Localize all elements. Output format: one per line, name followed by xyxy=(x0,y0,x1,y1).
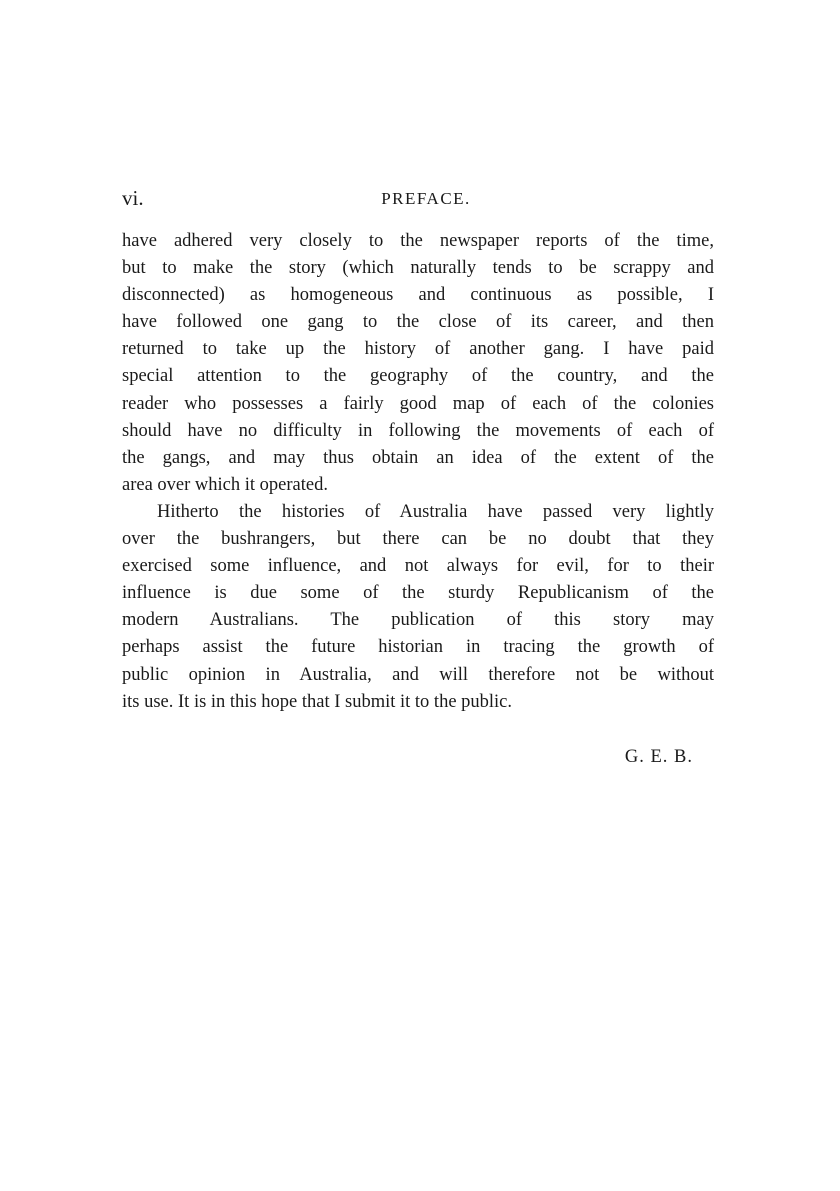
text-line: its use. It is in this hope that I submit it to the public. xyxy=(122,691,513,712)
text-line: special attention to the geography of the country, and the xyxy=(122,366,714,387)
text-line: the gangs, and may thus obtain an idea of the extent of the xyxy=(122,447,714,468)
page-number: vi. xyxy=(122,186,144,210)
text-line: should have no difficulty in following the movements of each of xyxy=(122,420,714,441)
text-line: area over which it operated. xyxy=(122,474,328,495)
text-line: Hitherto the histories of Australia have passed very lightly xyxy=(157,501,714,522)
text-line: but to make the story (which naturally tends to be scrappy and xyxy=(122,258,714,279)
text-line: public opinion in Australia, and will therefore not be without xyxy=(122,664,714,685)
text-line: disconnected) as homogeneous and continuous as possible, I xyxy=(122,285,714,306)
author-initials: G. E. B. xyxy=(624,747,693,767)
text-line: have followed one gang to the close of its career, and then xyxy=(122,312,714,333)
text-line: reader who possesses a fairly good map of each of the colonies xyxy=(122,393,714,414)
text-line: over the bushrangers, but there can be no doubt that they xyxy=(122,529,714,550)
preface-body xyxy=(122,228,714,716)
running-title: PREFACE. xyxy=(381,189,471,208)
text-line: returned to take up the history of another gang. I have paid xyxy=(122,339,714,360)
text-line: modern Australians. The publication of this story may xyxy=(122,610,714,631)
running-head xyxy=(122,183,714,213)
text-line: perhaps assist the future historian in tracing the growth of xyxy=(122,637,714,658)
text-line: influence is due some of the sturdy Republicanism of the xyxy=(122,583,714,604)
text-line: exercised some influence, and not always for evil, for to their xyxy=(122,556,714,577)
text-line: have adhered very closely to the newspaper reports of the time, xyxy=(122,231,714,251)
